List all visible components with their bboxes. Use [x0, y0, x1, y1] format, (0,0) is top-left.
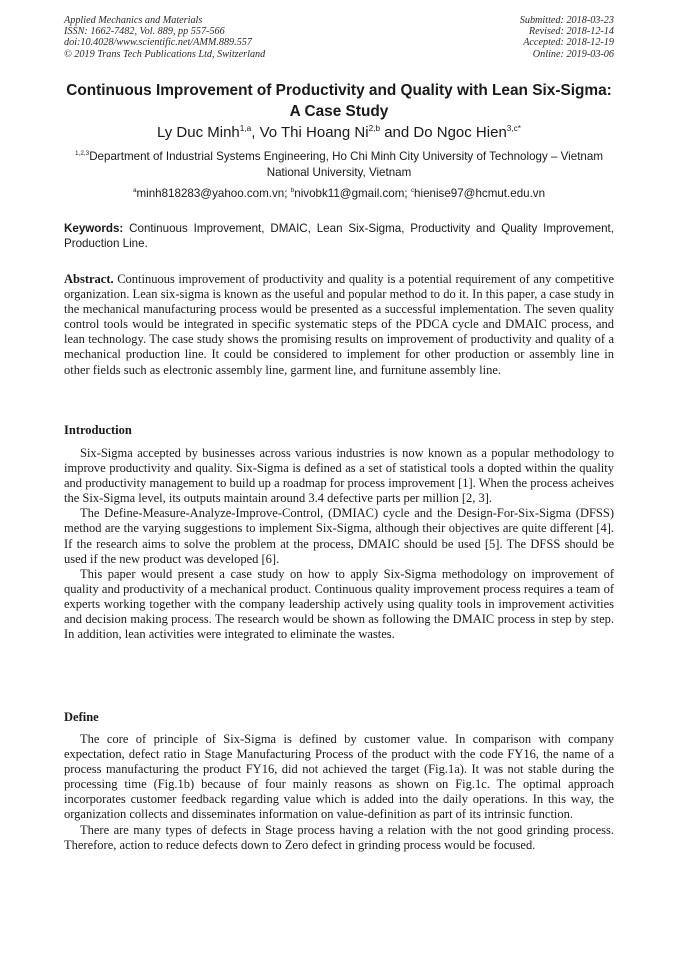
submission-dates — [520, 15, 614, 60]
revised-date: Revised: 2018-12-14 — [528, 26, 614, 38]
email-separator: ; — [284, 187, 291, 200]
author-name: Ly Duc Minh — [156, 124, 240, 141]
journal-info — [64, 15, 265, 60]
journal-doi[interactable]: doi:10.4028/www.scientific.net/AMM.889.557 — [64, 37, 252, 49]
introduction-section — [64, 446, 614, 642]
affiliation — [64, 149, 614, 180]
author-superscript: 1,a — [239, 123, 252, 133]
affiliation-superscript: 1,2,3 — [75, 150, 90, 158]
author-separator: and — [380, 124, 414, 141]
define-section — [64, 732, 614, 853]
keywords-text: Continuous Improvement, DMAIC, Lean Six-Sigma, Productivity and Quality Improvement, Production Line. — [64, 222, 614, 251]
section-heading-introduction: Introduction — [64, 423, 132, 437]
author-name: Do Ngoc Hien — [413, 124, 507, 141]
paper-title: Continuous Improvement of Productivity and Quality with Lean Six-Sigma: A Case Study — [66, 82, 612, 120]
journal-copyright: © 2019 Trans Tech Publications Ltd, Switzerland — [64, 48, 266, 60]
abstract-label: Abstract. — [64, 272, 114, 286]
author-superscript: 2,b — [368, 123, 381, 133]
submitted-date: Submitted: 2018-03-23 — [519, 15, 614, 26]
affiliation-text: Department of Industrial Systems Engineering, Ho Chi Minh City University of Technology – Vietnam National University, Vietnam — [89, 150, 603, 179]
accepted-date: Accepted: 2018-12-19 — [523, 37, 614, 49]
email-separator: ; — [404, 187, 411, 200]
journal-issn: ISSN: 1662-7482, Vol. 889, pp 557-566 — [64, 26, 225, 38]
paragraph: The core of principle of Six-Sigma is defined by customer value. In comparison with company expectation, defect ratio in Stage Manufacturing Process of the product with the code FY16, the name of a process manufacturing the product FY16, did not achieved the target (Fig.1a). It was not stable during the processing time (Fig.1b) because of four mainly reasons as shown on Fig.1c. The optimal approach incorporates customer feedback regarding value which is added into the daily operations. In this way, the organization collects and disseminates information on value-definition as part of its intrinsic function. — [64, 732, 614, 822]
email-address[interactable]: hienise97@hcmut.edu.vn — [414, 187, 546, 200]
abstract — [64, 272, 614, 378]
email-superscript: c — [410, 187, 415, 195]
paragraph: There are many types of defects in Stage process having a relation with the not good grinding process. Therefore, action to reduce defects down to Zero defect in grinding process would be focused. — [64, 822, 614, 852]
paragraph: This paper would present a case study on how to apply Six-Sigma methodology on improvement of quality and productivity of a mechanical product. Continuous quality improvement process requires a team of experts working together with the company leadership actively using quality tools in improvement activities and decision making process. The research would be shown as following the DMAIC process in step by step. In addition, lean activities were integrated to eliminate the wastes. — [64, 566, 614, 642]
journal-name: Applied Mechanics and Materials — [64, 15, 203, 26]
author-emails — [64, 186, 614, 201]
author-superscript: 3,c* — [506, 123, 522, 133]
email-superscript: a — [132, 187, 137, 195]
email-address[interactable]: nivobk11@gmail.com — [294, 187, 405, 200]
keywords — [64, 221, 614, 252]
paragraph: Six-Sigma accepted by businesses across various industries is now known as a popular methodology to improve productivity and quality. Six-Sigma is defined as a set of statistical tools a dopted within the quality and productivity management to build up a roadmap for process improvement [1]. When the process acheives the Six-Sigma level, its outputs maintain around 3.4 defective parts per million [2, 3]. — [64, 446, 614, 506]
email-superscript: b — [290, 187, 295, 195]
author-separator: , — [251, 124, 260, 141]
paragraph: The Define-Measure-Analyze-Improve-Control, (DMIAC) cycle and the Design-For-Six-Sigma (DFSS) method are the varying suggestions to implement Six-Sigma, although their objectives are quite different [4]. If the research aims to solve the problem at the process, DMAIC should be used [5]. The DFSS should be used if the new product was developed [6]. — [64, 506, 614, 566]
author-name: Vo Thi Hoang Ni — [259, 124, 369, 141]
section-heading-define: Define — [64, 710, 99, 724]
abstract-paragraph — [64, 272, 614, 378]
keywords-label: Keywords: — [64, 222, 124, 235]
author-list — [64, 124, 614, 142]
abstract-text: Continuous improvement of productivity and quality is a potential requirement of any competitive organization. Lean six-sigma is known as the useful and popular method to do it. In this paper, a case study in the mechanical manufacturing process would be presented as a successful implementation. The seven quality control tools would be integrated in specific systematic steps of the PDCA cycle and DMAIC process, and lean technology. The case study shows the promising results on improvement of productivity and quality of a mechanical production line. It could be considered to implement for other production or assembly line in other fields such as electronic assembly line, garment line, and furnitune assembly line. — [64, 272, 614, 377]
email-address[interactable]: minh818283@yahoo.com.vn — [136, 187, 285, 200]
online-date: Online: 2019-03-06 — [532, 48, 614, 60]
